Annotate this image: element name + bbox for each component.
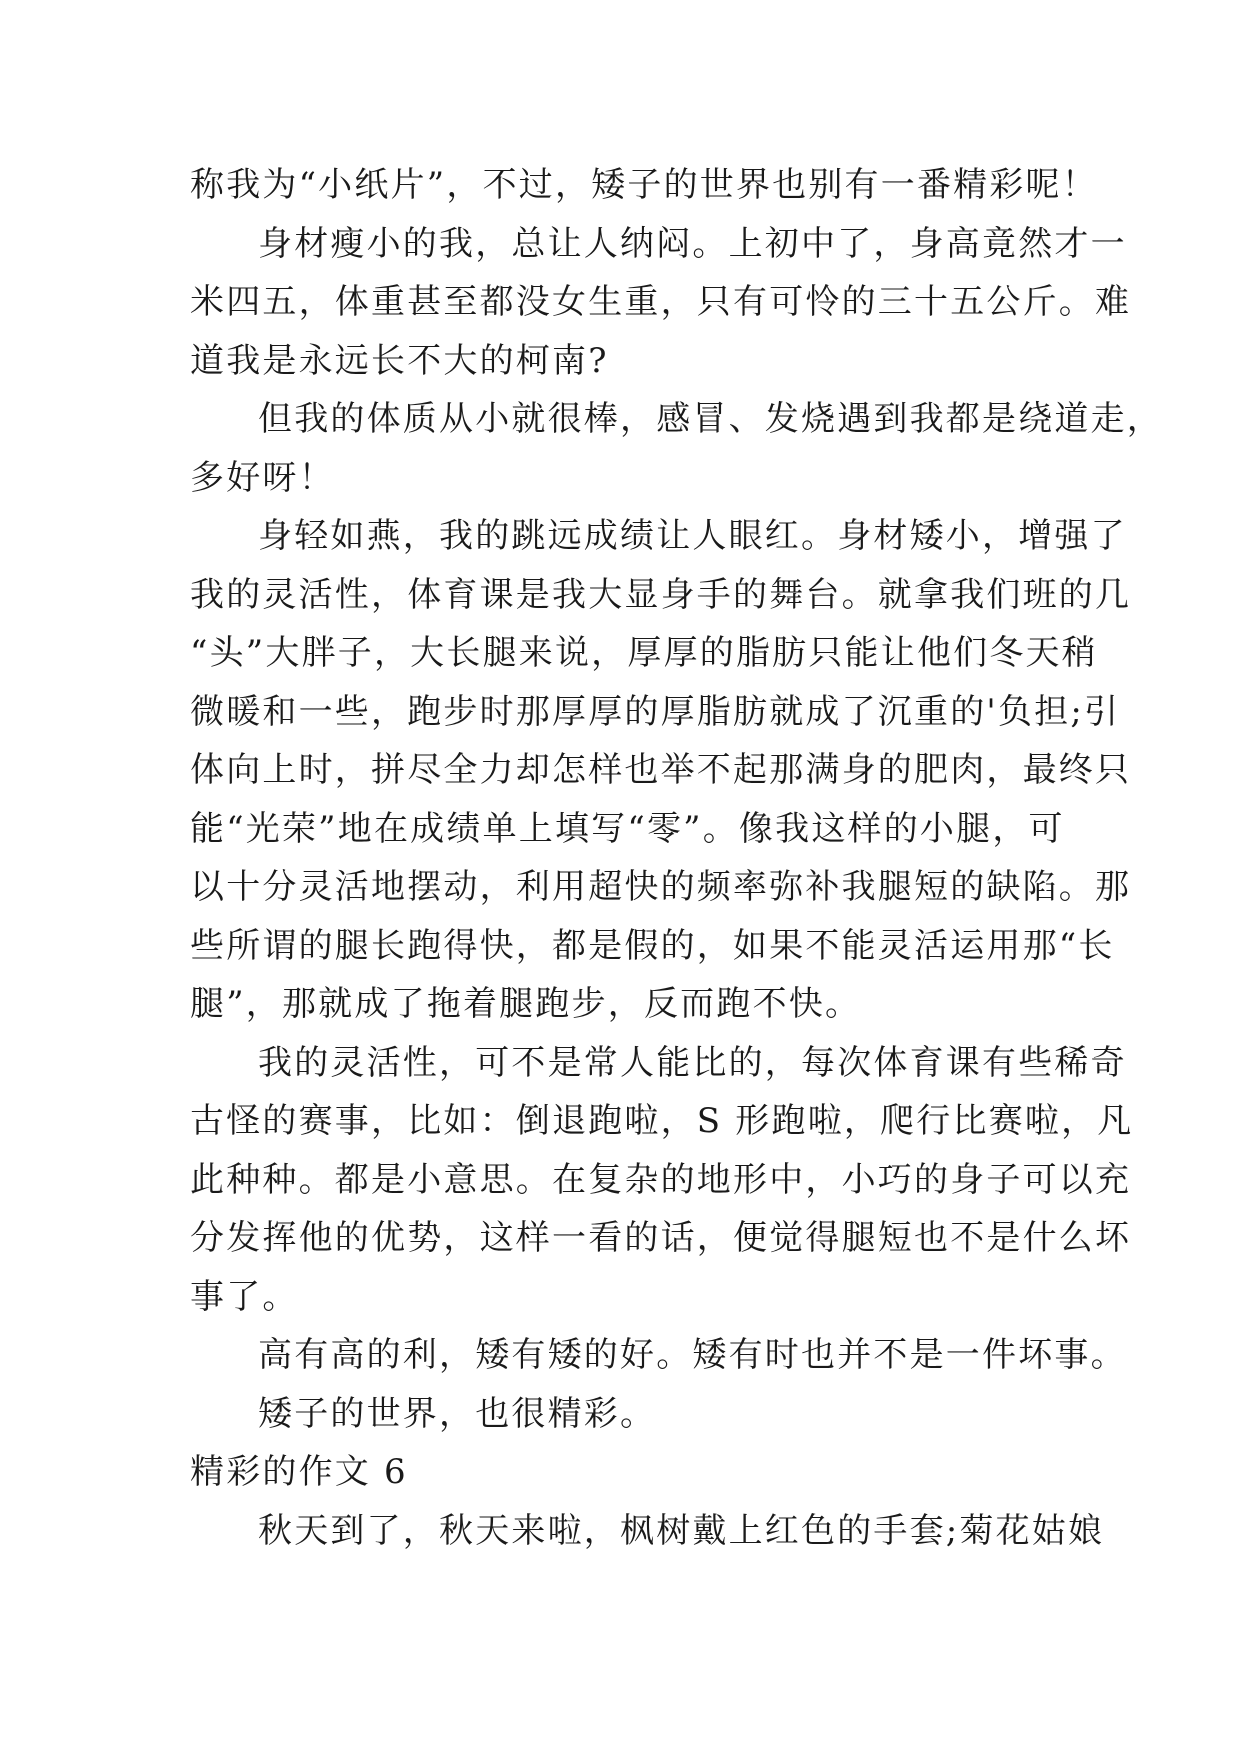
text-line: 身材瘦小的我，总让人纳闷。上初中了，身高竟然才一 [258,223,1127,264]
essay-body [190,156,1163,1560]
text-line: 身轻如燕，我的跳远成绩让人眼红。身材矮小，增强了 [258,516,1127,556]
text-line: “头”大胖子，大长腿来说，厚厚的脂肪只能让他们冬天稍 [190,633,1098,673]
text-line: 称我为“小纸片”，不过，矮子的世界也别有一番精彩呢！ [190,165,1098,205]
text-line: 些所谓的腿长跑得快，都是假的，如果不能灵活运用那“长 [190,925,1115,966]
text-line-list [190,156,1163,1560]
text-line: 体向上时，拼尽全力却怎样也举不起那满身的肥肉，最终只 [190,750,1132,790]
text-line: 能“光荣”地在成绩单上填写“零”。像我这样的小腿，可 [190,808,1065,849]
text-line: 多好呀！ [190,457,335,498]
text-line: 高有高的利，矮有矮的好。矮有时也并不是一件坏事。 [258,1335,1127,1375]
text-line: 古怪的赛事，比如：倒退跑啦，S 形跑啦，爬行比赛啦，凡 [190,1101,1134,1141]
text-line: 我的灵活性，可不是常人能比的，每次体育课有些稀奇 [258,1042,1127,1083]
text-line: 道我是永远长不大的柯南? [190,340,609,381]
text-line: 以十分灵活地摆动，利用超快的频率弥补我腿短的缺陷。那 [190,867,1132,907]
text-line: 此种种。都是小意思。在复杂的地形中，小巧的身子可以充 [190,1159,1132,1200]
text-line: 但我的体质从小就很棒，感冒、发烧遇到我都是绕道走， [258,399,1163,439]
text-line: 米四五，体重甚至都没女生重，只有可怜的三十五公斤。难 [190,282,1132,322]
text-line: 我的灵活性，体育课是我大显身手的舞台。就拿我们班的几 [190,574,1132,615]
section-heading: 精彩的作文 6 [190,1452,408,1492]
text-line: 分发挥他的优势，这样一看的话，便觉得腿短也不是什么坏 [190,1218,1132,1258]
text-line: 矮子的世界，也很精彩。 [258,1393,657,1434]
text-line: 微暖和一些，跑步时那厚厚的厚脂肪就成了沉重的'负担;引 [190,691,1121,732]
text-line: 秋天到了，秋天来啦，枫树戴上红色的手套;菊花姑娘 [258,1510,1105,1551]
text-line: 事了。 [190,1276,299,1317]
text-line: 腿”，那就成了拖着腿跑步，反而跑不快。 [190,984,862,1024]
